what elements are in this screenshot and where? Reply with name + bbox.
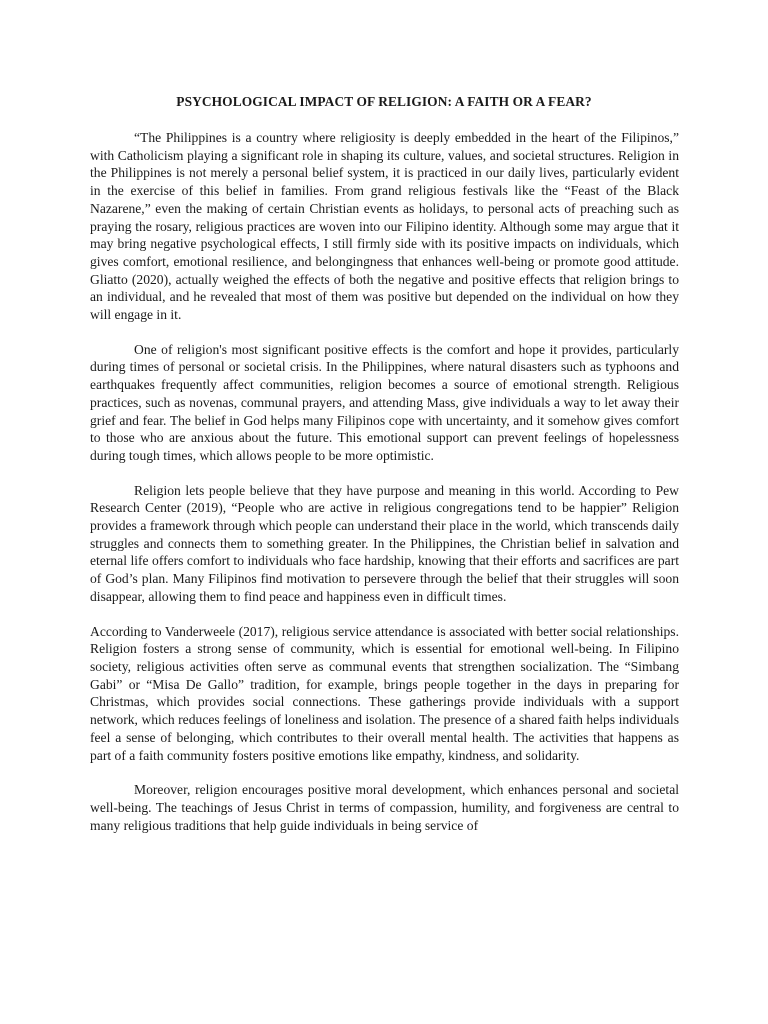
paragraph-intro: “The Philippines is a country where religiosity is deeply embedded in the heart of the Filipinos,” with Catholicism playing a significant role in shaping its culture, values, and societal structures. Religion in the Philippines is not merely a personal belief system, it is practiced in our daily lives, particularly evident in the exercise of this belief in families. From grand religious festivals like the “Feast of the Black Nazarene,” even the making of certain Christian events as holidays, to personal acts of preaching such as praying the rosary, religious practices are woven into our Filipino identity. Although some may argue that it may bring negative psychological effects, I still firmly side with its positive impacts on individuals, which gives comfort, emotional resilience, and belongingness that enhances well-being or promote good attitude. Gliatto (2020), actually weighed the effects of both the negative and positive effects that religion brings to an individual, and he revealed that most of them was positive but depended on the individual on how they will engage in it. [90, 130, 679, 323]
paragraph-purpose-meaning: Religion lets people believe that they have purpose and meaning in this world. According to Pew Research Center (2019), “People who are active in religious congregations tend to be happier” Religion provides a framework through which people can understand their place in the world, which transcends daily struggles and connects them to something greater. In the Philippines, the Christian belief in salvation and eternal life offers comfort to individuals who face hardship, knowing that their efforts and sacrifices are part of God’s plan. Many Filipinos find motivation to persevere through the belief that their struggles will soon disappear, allowing them to find peace and happiness even in difficult times. [90, 482, 679, 604]
paragraph-community: According to Vanderweele (2017), religious service attendance is associated with better social relationships. Religion fosters a strong sense of community, which is essential for emotional well-being. In Filipino society, religious activities often serve as communal events that strengthen socialization. The “Simbang Gabi” or “Misa De Gallo” tradition, for example, brings people together in the days in preparing for Christmas, which provides social connections. These gatherings provide individuals with a support network, which reduces feelings of loneliness and isolation. The presence of a shared faith helps individuals feel a sense of belonging, which contributes to their overall mental health. The activities that happens as part of a faith community fosters positive emotions like empathy, kindness, and solidarity. [90, 623, 679, 763]
page-title: PSYCHOLOGICAL IMPACT OF RELIGION: A FAITH OR A FEAR? [176, 94, 592, 109]
paragraph-moral-development: Moreover, religion encourages positive moral development, which enhances personal and societal well-being. The teachings of Jesus Christ in terms of compassion, humility, and forgiveness are central to many religious traditions that help guide individuals in being service of [90, 782, 679, 833]
document-body [90, 129, 679, 851]
paragraph-comfort-hope: One of religion's most significant positive effects is the comfort and hope it provides, particularly during times of personal or societal crisis. In the Philippines, where natural disasters such as typhoons and earthquakes frequently affect communities, religion becomes a source of emotional strength. Religious practices, such as novenas, communal prayers, and attending Mass, give individuals a way to let away their grief and fear. The belief in God helps many Filipinos cope with uncertainty, and it somehow gives comfort to those who are anxious about the future. This emotional support can prevent feelings of hopelessness during tough times, which allows people to be more optimistic. [90, 341, 679, 463]
